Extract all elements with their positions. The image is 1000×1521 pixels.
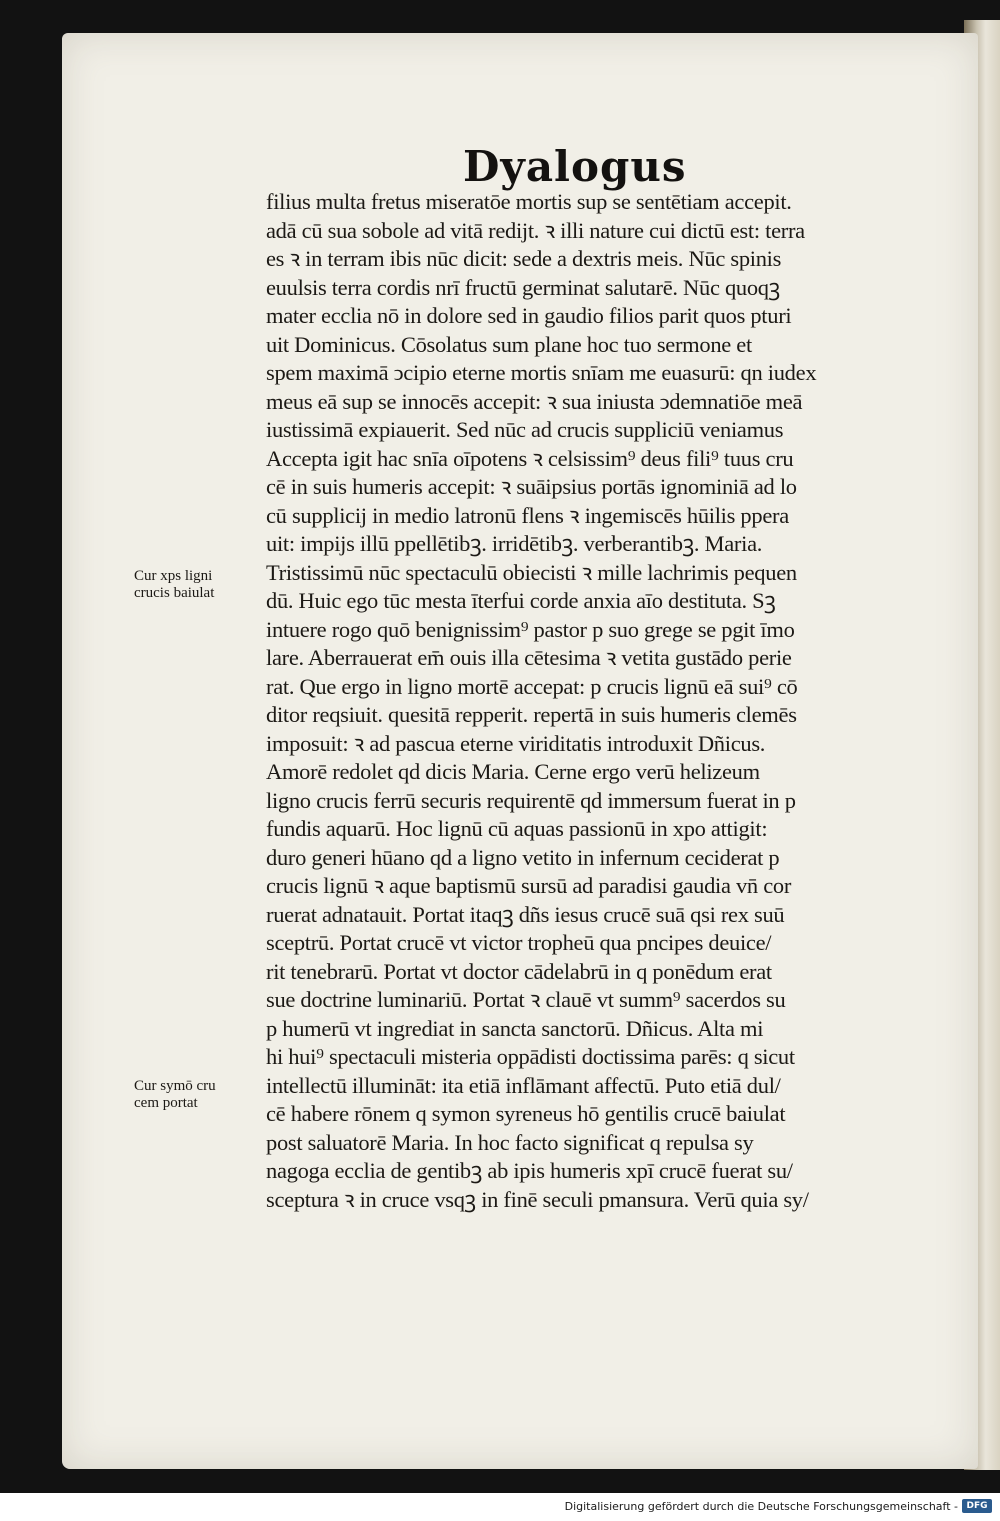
text-line: sceptrū. Portat crucē vt victor tropheū qua pncipes deuice/ bbox=[266, 930, 772, 955]
text-line: duro generi hūano qd a ligno vetito in infernum ceciderat p bbox=[266, 844, 780, 870]
text-line: rit tenebrarū. Portat vt doctor cādelabrū in q ponēdum erat bbox=[266, 958, 772, 984]
body-text bbox=[266, 188, 904, 1214]
text-line: ruerat adnatauit. Portat itaqꝫ dñs iesus crucē suā qsi rex suū bbox=[266, 901, 785, 927]
margin-note-cur-xps bbox=[134, 568, 264, 602]
text-line: Amorē redolet qd dicis Maria. Cerne ergo verū helizeum bbox=[266, 759, 760, 784]
margin-note-line: Cur symō cru bbox=[134, 1078, 216, 1094]
text-line: Accepta igit hac snīa oīpotens ꝛ celsissim⁹ deus fili⁹ tuus cru bbox=[266, 445, 794, 471]
text-line: Tristissimū nūc spectaculū obiecisti ꝛ mille lachrimis pequen bbox=[266, 559, 797, 585]
text-line: post saluatorē Maria. In hoc facto significat q repulsa sy bbox=[266, 1129, 754, 1155]
text-line: meus eā sup se innocēs accepit: ꝛ sua iniusta ↄdemnatiōe meā bbox=[266, 388, 803, 414]
text-line: hi hui⁹ spectaculi misteria oppādisti doctissima parēs: q sicut bbox=[266, 1044, 795, 1069]
text-line: intellectū illumināt: ita etiā inflāmant affectū. Puto etiā dul/ bbox=[266, 1072, 781, 1098]
text-line: sceptura ꝛ in cruce vsqꝫ in finē seculi pmansura. Verū quia sy/ bbox=[266, 1186, 809, 1212]
text-line: cē habere rōnem q symon syreneus hō gentilis crucē baiulat bbox=[266, 1101, 786, 1126]
text-line: imposuit: ꝛ ad pascua eterne viriditatis introduxit Dñicus. bbox=[266, 730, 766, 756]
margin-note-line: cem portat bbox=[134, 1095, 198, 1111]
text-line: spem maximā ↄcipio eterne mortis snīam me euasurū: qn iudex bbox=[266, 360, 817, 385]
footer-credit: Digitalisierung gefördert durch die Deutsche Forschungsgemeinschaft - bbox=[564, 1500, 958, 1513]
footer-bar bbox=[0, 1493, 1000, 1521]
text-line: sue doctrine luminariū. Portat ꝛ clauē vt summ⁹ sacerdos su bbox=[266, 987, 786, 1012]
dfg-logo-icon: DFG bbox=[962, 1499, 992, 1513]
text-line: intuere rogo quō benignissim⁹ pastor p suo grege se pgit īmo bbox=[266, 616, 795, 642]
text-line: uit Dominicus. Cōsolatus sum plane hoc tuo sermone et bbox=[266, 331, 752, 357]
margin-note-cur-symo bbox=[134, 1078, 264, 1112]
text-line: es ꝛ in terram ibis nūc dicit: sede a dextris meis. Nūc spinis bbox=[266, 246, 782, 271]
text-line: p humerū vt ingrediat in sancta sanctorū. Dñicus. Alta mi bbox=[266, 1015, 764, 1041]
text-line: cē in suis humeris accepit: ꝛ suāipsius portās ignominiā ad lo bbox=[266, 474, 797, 499]
margin-note-line: crucis baiulat bbox=[134, 585, 215, 601]
text-line: rat. Que ergo in ligno mortē accepat: p crucis lignū eā sui⁹ cō bbox=[266, 673, 798, 699]
text-line: crucis lignū ꝛ aque baptismū sursū ad paradisi gaudia vn̄ cor bbox=[266, 873, 792, 898]
text-line: iustissimā expiauerit. Sed nūc ad crucis suppliciū veniamus bbox=[266, 417, 784, 442]
text-line: nagoga ecclia de gentibꝫ ab ipis humeris xpī crucē fuerat su/ bbox=[266, 1158, 793, 1183]
text-line: lare. Aberrauerat em̄ ouis illa cētesima ꝛ vetita gustādo perie bbox=[266, 645, 792, 670]
text-line: filius multa fretus miseratōe mortis sup se sentētiam accepit. bbox=[266, 189, 792, 214]
text-line: ditor reqsiuit. quesitā repperit. repertā in suis humeris clemēs bbox=[266, 702, 797, 727]
text-line: dū. Huic ego tūc mesta īterfui corde anxia aīo destituta. Sꝫ bbox=[266, 588, 776, 613]
text-line: euulsis terra cordis nrī fructū germinat salutarē. Nūc quoqꝫ bbox=[266, 274, 780, 300]
page-title: Dyalogus bbox=[463, 142, 687, 191]
text-line: uit: impijs illū ppellētibꝫ. irridētibꝫ. verberantibꝫ. Maria. bbox=[266, 531, 763, 556]
text-line: cū supplicij in medio latronū flens ꝛ ingemiscēs hūilis ppera bbox=[266, 502, 789, 528]
text-line: ligno crucis ferrū securis requirentē qd immersum fuerat in p bbox=[266, 787, 796, 813]
text-line: adā cū sua sobole ad vitā redijt. ꝛ illi nature cui dictū est: terra bbox=[266, 217, 805, 243]
text-line: fundis aquarū. Hoc lignū cū aquas passionū in xpo attigit: bbox=[266, 816, 768, 841]
text-line: mater ecclia nō in dolore sed in gaudio filios parit quos pturi bbox=[266, 303, 792, 328]
margin-note-line: Cur xps ligni bbox=[134, 568, 213, 584]
